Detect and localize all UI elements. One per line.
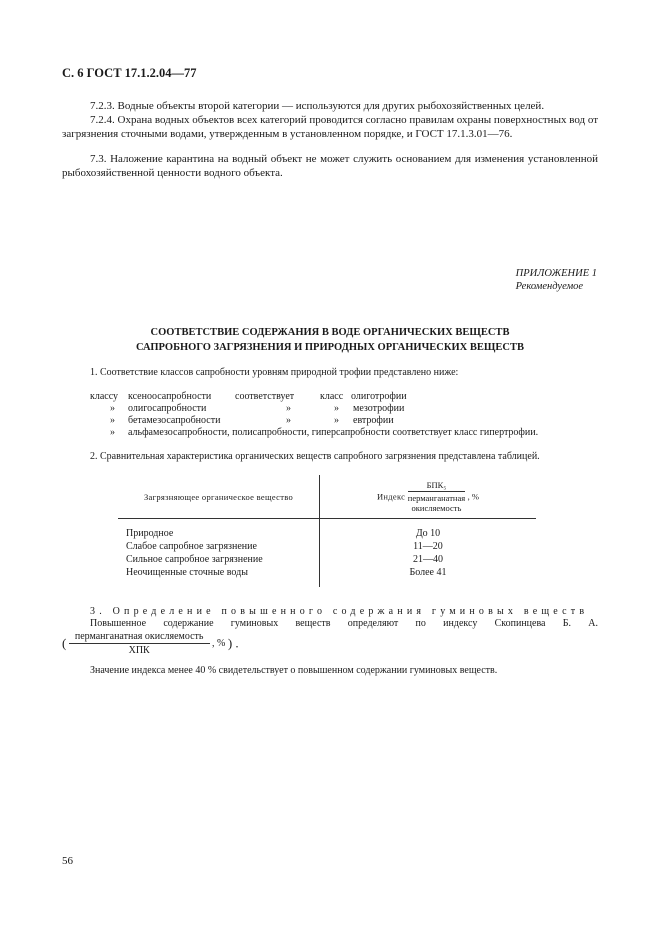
comparison-table bbox=[118, 475, 536, 587]
index-numerator: БПК₅ bbox=[408, 480, 465, 492]
table-cell-substance: Сильное сапробное загрязнение bbox=[118, 553, 320, 566]
formula-open-paren: ( bbox=[62, 635, 67, 651]
appendix-title-line1: СООТВЕТСТВИЕ СОДЕРЖАНИЯ В ВОДЕ ОРГАНИЧЕСКИХ ВЕЩЕСТВ bbox=[150, 327, 510, 338]
section1-intro: 1. Соответствие классов сапробности уровням природной трофии представлено ниже: bbox=[90, 367, 459, 378]
page-header: С. 6 ГОСТ 17.1.2.04—77 bbox=[62, 66, 197, 80]
appendix-title bbox=[62, 325, 598, 355]
index-denominator-line1: перманганатная bbox=[407, 493, 466, 503]
list-row1-d: класс bbox=[320, 391, 344, 402]
formula-close-paren: ) . bbox=[227, 635, 239, 651]
table-row bbox=[118, 540, 536, 553]
list-row2-d: » bbox=[334, 403, 339, 414]
paragraph-7-2-4: 7.2.4. Охрана водных объектов всех категорий проводится согласно правилам охраны поверхностных вод от загрязнения сточными водами, утвержденным в установленном порядке, и ГОСТ 17.1.3.01—76. bbox=[62, 114, 599, 140]
index-denominator-line2: окисляемость bbox=[411, 503, 462, 513]
list-row1-c: соответствует bbox=[235, 391, 295, 402]
formula-suffix: , % bbox=[212, 638, 226, 649]
list-row1-e: олиготрофии bbox=[351, 391, 407, 402]
paragraph-7-2-3: 7.2.3. Водные объекты второй категории — используются для других рыбохозяйственных целей. bbox=[90, 100, 545, 112]
index-denominator bbox=[408, 492, 465, 513]
index-prefix: Индекс bbox=[376, 491, 406, 502]
formula-fraction bbox=[69, 631, 210, 656]
list-row3-e: евтрофии bbox=[353, 415, 394, 426]
skopintsev-formula bbox=[62, 631, 239, 656]
table-row bbox=[118, 519, 536, 541]
appendix-title-line2: САПРОБНОГО ЗАГРЯЗНЕНИЯ И ПРИРОДНЫХ ОРГАНИЧЕСКИХ ВЕЩЕСТВ bbox=[136, 342, 524, 353]
section3-heading: 3. Определение повышенного содержания гуминовых веществ bbox=[90, 606, 589, 617]
list-row1-b: ксеноосапробности bbox=[128, 391, 212, 402]
list-row2-e: мезотрофии bbox=[353, 403, 405, 414]
table-header-substance: Загрязняющее органическое вещество bbox=[118, 475, 320, 519]
table-cell-substance: Природное bbox=[118, 519, 320, 541]
appendix-status: Рекомендуемое bbox=[515, 281, 584, 292]
appendix-label: ПРИЛОЖЕНИЕ 1 bbox=[515, 268, 597, 279]
section3-note: Значение индекса менее 40 % свидетельствует о повышенном содержании гуминовых веществ. bbox=[90, 665, 498, 676]
page-number: 56 bbox=[62, 855, 73, 867]
section3-text: Повышенное содержание гуминовых веществ определяют по индексу Скопинцева Б. А. bbox=[90, 618, 598, 629]
table-cell-substance: Слабое сапробное загрязнение bbox=[118, 540, 320, 553]
table-header-row bbox=[118, 475, 536, 519]
list-row4-b: альфамезосапробности, полисапробности, гиперсапробности соответствует класс гипертрофии. bbox=[128, 427, 539, 438]
formula-numerator: перманганатная окисляемость bbox=[69, 631, 210, 644]
section2-intro: 2. Сравнительная характеристика органических веществ сапробного загрязнения представлена таблицей. bbox=[90, 451, 540, 462]
table-cell-index: 21—40 bbox=[413, 554, 443, 565]
table-header-index bbox=[320, 475, 537, 519]
index-suffix: , % bbox=[467, 491, 480, 502]
formula-denominator: ХПК bbox=[128, 645, 150, 656]
index-fraction bbox=[408, 480, 465, 513]
table-cell-substance: Неочищенные сточные воды bbox=[118, 566, 320, 587]
list-row2-a: » bbox=[110, 403, 115, 414]
table-row bbox=[118, 553, 536, 566]
list-row1-a: классу bbox=[90, 391, 119, 402]
list-row2-c: » bbox=[286, 403, 291, 414]
list-row3-c: » bbox=[286, 415, 291, 426]
paragraph-7-3: 7.3. Наложение карантина на водный объект не может служить основанием для изменения установленной рыбохозяйственной ценности водного объекта. bbox=[62, 153, 598, 179]
list-row3-b: бетамезосапробности bbox=[128, 415, 221, 426]
list-row4-a: » bbox=[110, 427, 115, 438]
table-cell-index: До 10 bbox=[415, 528, 441, 539]
list-row2-b: олигосапробности bbox=[128, 403, 207, 414]
list-row3-a: » bbox=[110, 415, 115, 426]
appendix-label-block bbox=[516, 267, 597, 293]
table-cell-index: Более 41 bbox=[409, 567, 447, 578]
list-row3-d: » bbox=[334, 415, 339, 426]
table-row bbox=[118, 566, 536, 587]
table-cell-index: 11—20 bbox=[413, 541, 443, 552]
